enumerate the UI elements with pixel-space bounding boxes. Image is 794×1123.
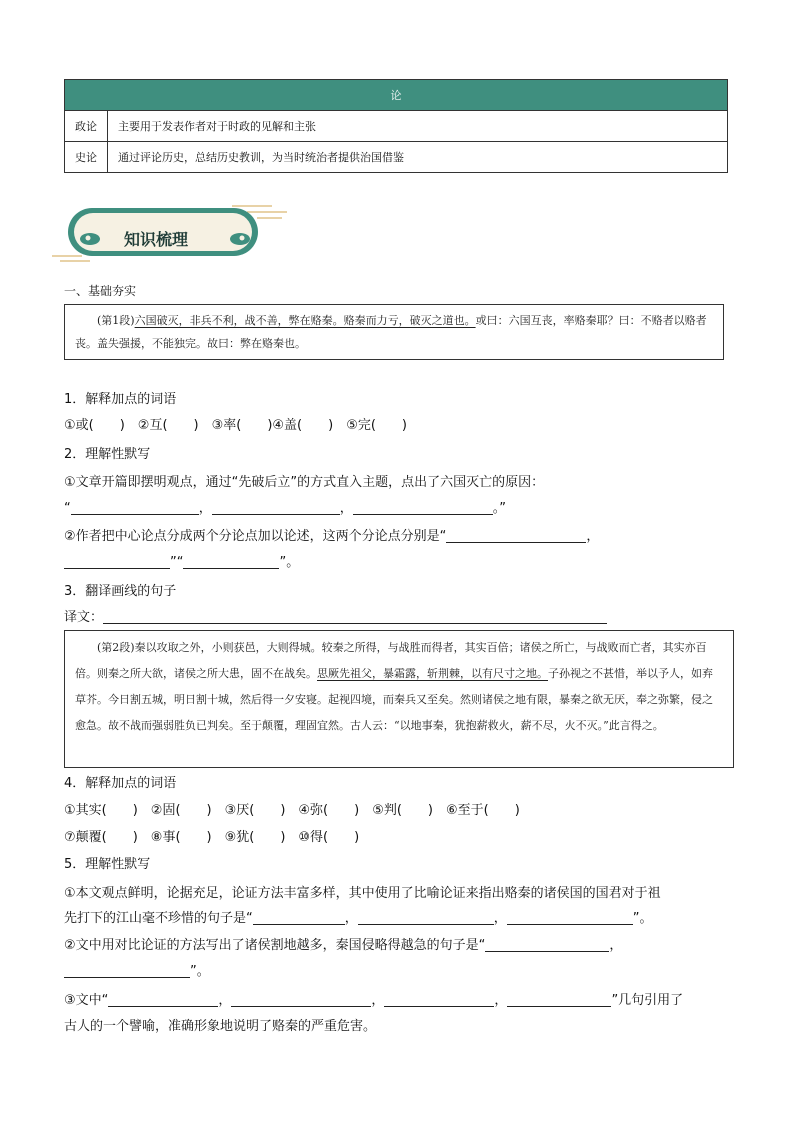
- comma: ，: [609, 938, 623, 953]
- question-title: 1．解释加点的词语: [64, 392, 177, 407]
- fill-in-line: [64, 551, 299, 570]
- quote-close: ”。: [190, 964, 210, 979]
- underlined-sentence: 六国破灭，非兵不利，战不善，弊在赂秦。赂秦而力亏，破灭之道也。: [134, 314, 476, 327]
- fill-in-line: [64, 907, 653, 926]
- quote-close: ”。: [632, 911, 653, 926]
- table-value: 主要用于发表作者对于时政的见解和主张: [108, 111, 728, 142]
- question-items: ①其实( ) ②固( ) ③厌( ) ④弥( ) ⑤判( ) ⑥至于( ): [64, 803, 520, 818]
- question-title: 5．理解性默写: [64, 857, 151, 872]
- underlined-sentence: 思厥先祖父，暴霜露，斩荆棘，以有尺寸之地。: [317, 667, 548, 680]
- table-header: 论: [65, 80, 728, 111]
- question-title: 3．翻译画线的句子: [64, 584, 177, 599]
- comma: ，: [586, 529, 600, 544]
- answer-blank[interactable]: [183, 554, 279, 569]
- question-text: ②文中用对比论证的方法写出了诸侯割地越多，秦国侵略得越急的句子是“: [64, 938, 486, 953]
- question-text: ①本文观点鲜明，论据充足，论证方法丰富多样，其中使用了比喻论证来指出赂秦的诸侯国的国君对于祖: [64, 886, 661, 901]
- fill-in-line: [64, 960, 210, 979]
- question-title: 4．解释加点的词语: [64, 776, 177, 791]
- quote-close: 。”: [492, 501, 507, 516]
- question-text: ③文中“: [64, 993, 109, 1008]
- comma: ，: [493, 911, 507, 926]
- table-value: 通过评论历史，总结历史教训，为当时统治者提供治国借鉴: [108, 142, 728, 173]
- quote-close: ”。: [279, 555, 300, 570]
- quote-mark: “: [64, 501, 71, 516]
- passage-box: [64, 304, 724, 360]
- answer-blank[interactable]: [353, 500, 493, 515]
- answer-blank[interactable]: [485, 937, 609, 952]
- comma: ，: [494, 993, 508, 1008]
- answer-blank[interactable]: [507, 910, 633, 925]
- translation-line: [64, 606, 607, 625]
- table-key: 政论: [65, 111, 108, 142]
- fill-in-line: [64, 934, 622, 953]
- passage-text: 子孙视之不甚惜，举以予人，如弃草芥。今日割五城，明日割十城，然后得一夕安寝。起视四境，而秦兵又至矣。然则诸侯之地有限，暴秦之欲无厌，奉之弥繁，侵之愈急。故不战而强弱胜负已判矣。至于颠覆，理固宜然。古人云：“以地事秦，犹抱薪救火，薪不尽，火不灭。”此言得之。: [75, 667, 713, 732]
- answer-blank[interactable]: [71, 500, 199, 515]
- answer-blank[interactable]: [358, 910, 494, 925]
- fill-in-line: [64, 497, 506, 516]
- table-row: [65, 142, 728, 173]
- comma: ，: [198, 501, 212, 516]
- answer-blank[interactable]: [253, 910, 345, 925]
- passage-text: 或曰：六国互丧，率赂秦耶？曰：不赂者以赂者丧。盖失强援，不能独完。故曰：弊在赂秦也。: [75, 314, 707, 350]
- answer-blank[interactable]: [108, 992, 218, 1007]
- comma: ，: [339, 501, 353, 516]
- quote-mark: ”“: [170, 555, 184, 570]
- fill-in-line: [64, 989, 683, 1008]
- reference-table: [64, 79, 728, 173]
- question-text: ②作者把中心论点分成两个分论点加以论述，这两个分论点分别是“: [64, 529, 447, 544]
- passage-box: [64, 630, 734, 768]
- question-items: ①或( ) ②互( ) ③率( )④盖( ) ⑤完( ): [64, 418, 407, 433]
- answer-blank[interactable]: [64, 963, 190, 978]
- answer-blank[interactable]: [384, 992, 494, 1007]
- table-row: [65, 111, 728, 142]
- question-title: 2．理解性默写: [64, 447, 151, 462]
- comma: ，: [344, 911, 358, 926]
- table-key: 史论: [65, 142, 108, 173]
- table-header-row: [65, 80, 728, 111]
- fill-in-line: [64, 525, 599, 544]
- question-items: ⑦颠覆( ) ⑧事( ) ⑨犹( ) ⑩得( ): [64, 830, 360, 845]
- answer-blank[interactable]: [64, 554, 170, 569]
- question-text: ”几句引用了: [611, 993, 684, 1008]
- section-heading: 一、基础夯实: [64, 284, 137, 298]
- question-text: 先打下的江山毫不珍惜的句子是“: [64, 911, 253, 926]
- comma: ，: [371, 993, 385, 1008]
- answer-blank[interactable]: [507, 992, 611, 1007]
- question-text: 古人的一个譬喻，准确形象地说明了赂秦的严重危害。: [64, 1019, 377, 1034]
- answer-blank[interactable]: [446, 528, 586, 543]
- paragraph-label: (第1段): [97, 314, 135, 327]
- passage-text: (第2段)秦以攻取之外，小则获邑，大则得城。较秦之所得，与战胜而得者，其实百倍；诸侯之所亡，与战败而亡者，其实亦百倍。则秦之所大欲，诸侯之所大患，固不在战矣。: [75, 641, 707, 680]
- answer-blank[interactable]: [231, 992, 371, 1007]
- question-text: ①文章开篇即摆明观点，通过“先破后立”的方式直入主题，点出了六国灭亡的原因：: [64, 475, 545, 490]
- comma: ，: [218, 993, 232, 1008]
- section-title: 知识梳理: [124, 230, 189, 249]
- answer-blank[interactable]: [103, 609, 607, 624]
- answer-blank[interactable]: [212, 500, 340, 515]
- translation-label: 译文：: [64, 610, 104, 625]
